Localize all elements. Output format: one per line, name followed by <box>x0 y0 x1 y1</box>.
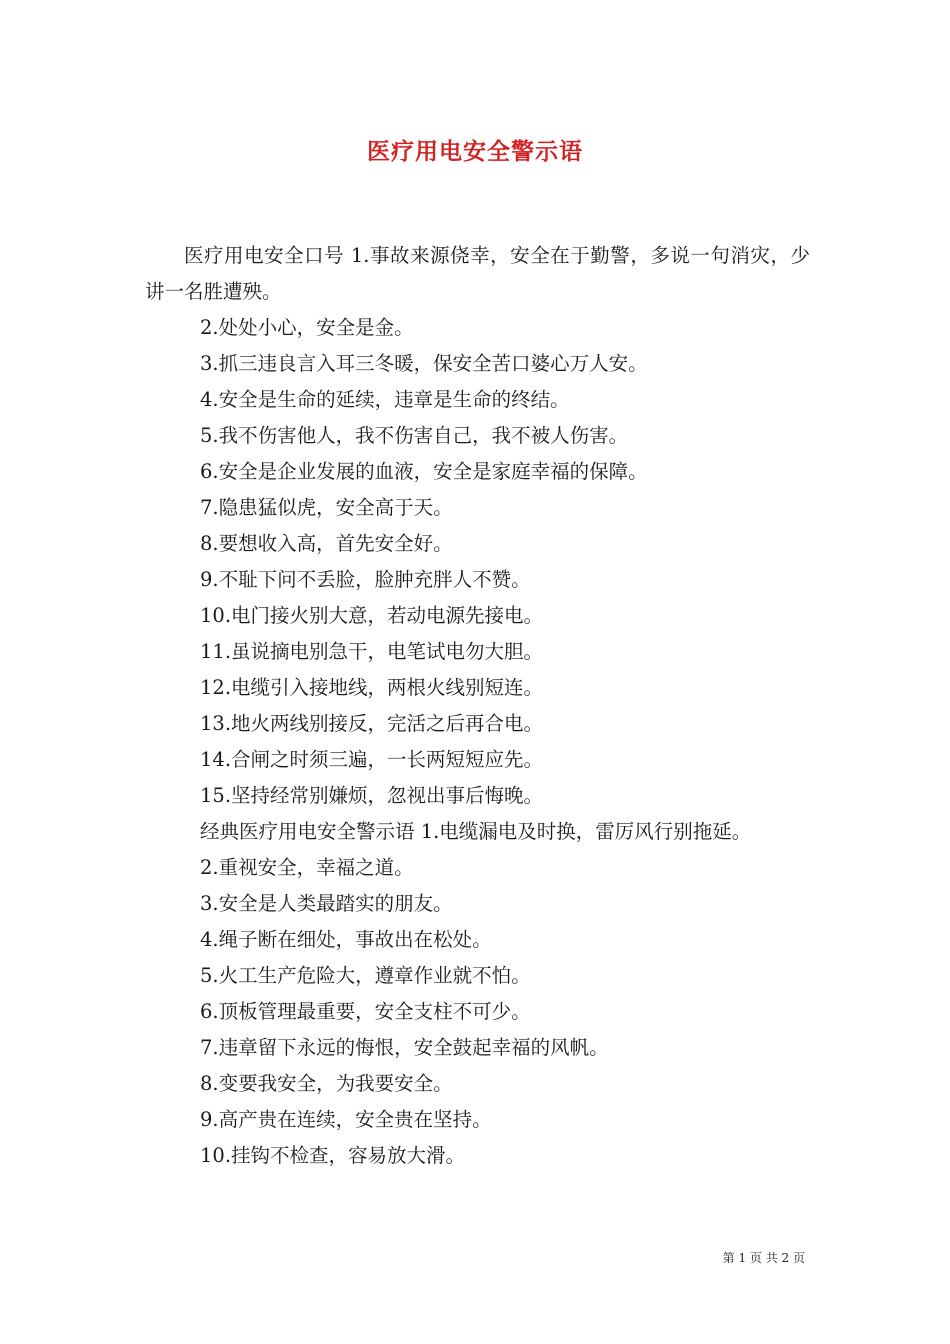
list-item: 5.我不伤害他人，我不伤害自己，我不被人伤害。 <box>200 424 629 447</box>
list-item: 2.重视安全，幸福之道。 <box>200 856 414 879</box>
list-item: 4.绳子断在细处，事故出在松处。 <box>200 928 492 951</box>
list-item: 10.挂钩不检查，容易放大滑。 <box>200 1144 466 1167</box>
list-item: 9.高产贵在连续，安全贵在坚持。 <box>200 1108 492 1131</box>
list-item: 5.火工生产危险大，遵章作业就不怕。 <box>200 964 531 987</box>
list-item: 9.不耻下问不丢脸，脸肿充胖人不赞。 <box>200 568 531 591</box>
list-item: 10.电门接火别大意，若动电源先接电。 <box>200 604 544 627</box>
list-item: 14.合闸之时须三遍，一长两短短应先。 <box>200 748 544 771</box>
list-item: 4.安全是生命的延续，违章是生命的终结。 <box>200 388 570 411</box>
list-item: 8.要想收入高，首先安全好。 <box>200 532 453 555</box>
list-item: 3.安全是人类最踏实的朋友。 <box>200 892 453 915</box>
list-item: 3.抓三违良言入耳三冬暖，保安全苦口婆心万人安。 <box>200 352 648 375</box>
list-item: 12.电缆引入接地线，两根火线别短连。 <box>200 676 544 699</box>
page-number: 第 1 页 共 2 页 <box>722 1251 805 1265</box>
list-item: 7.违章留下永远的悔恨，安全鼓起幸福的风帆。 <box>200 1036 609 1059</box>
list-item: 8.变要我安全，为我要安全。 <box>200 1072 453 1095</box>
section1-intro: 医疗用电安全口号 1.事故来源侥幸，安全在于勤警，多说一句消灾，少讲一名胜遭殃。 <box>145 244 810 303</box>
page-title: 医疗用电安全警示语 <box>367 138 583 165</box>
list-item: 15.坚持经常别嫌烦，忽视出事后悔晚。 <box>200 784 544 807</box>
section1-list <box>145 310 810 814</box>
list-item: 11.虽说摘电别急干，电笔试电勿大胆。 <box>200 640 544 663</box>
section2-intro: 经典医疗用电安全警示语 1.电缆漏电及时换，雷厉风行别拖延。 <box>200 820 752 843</box>
list-item: 7.隐患猛似虎，安全高于天。 <box>200 496 453 519</box>
section2-list <box>145 850 810 1174</box>
list-item: 6.顶板管理最重要，安全支柱不可少。 <box>200 1000 531 1023</box>
document-body <box>145 238 810 1174</box>
list-item: 2.处处小心，安全是金。 <box>200 316 414 339</box>
list-item: 13.地火两线别接反，完活之后再合电。 <box>200 712 544 735</box>
list-item: 6.安全是企业发展的血液，安全是家庭幸福的保障。 <box>200 460 648 483</box>
